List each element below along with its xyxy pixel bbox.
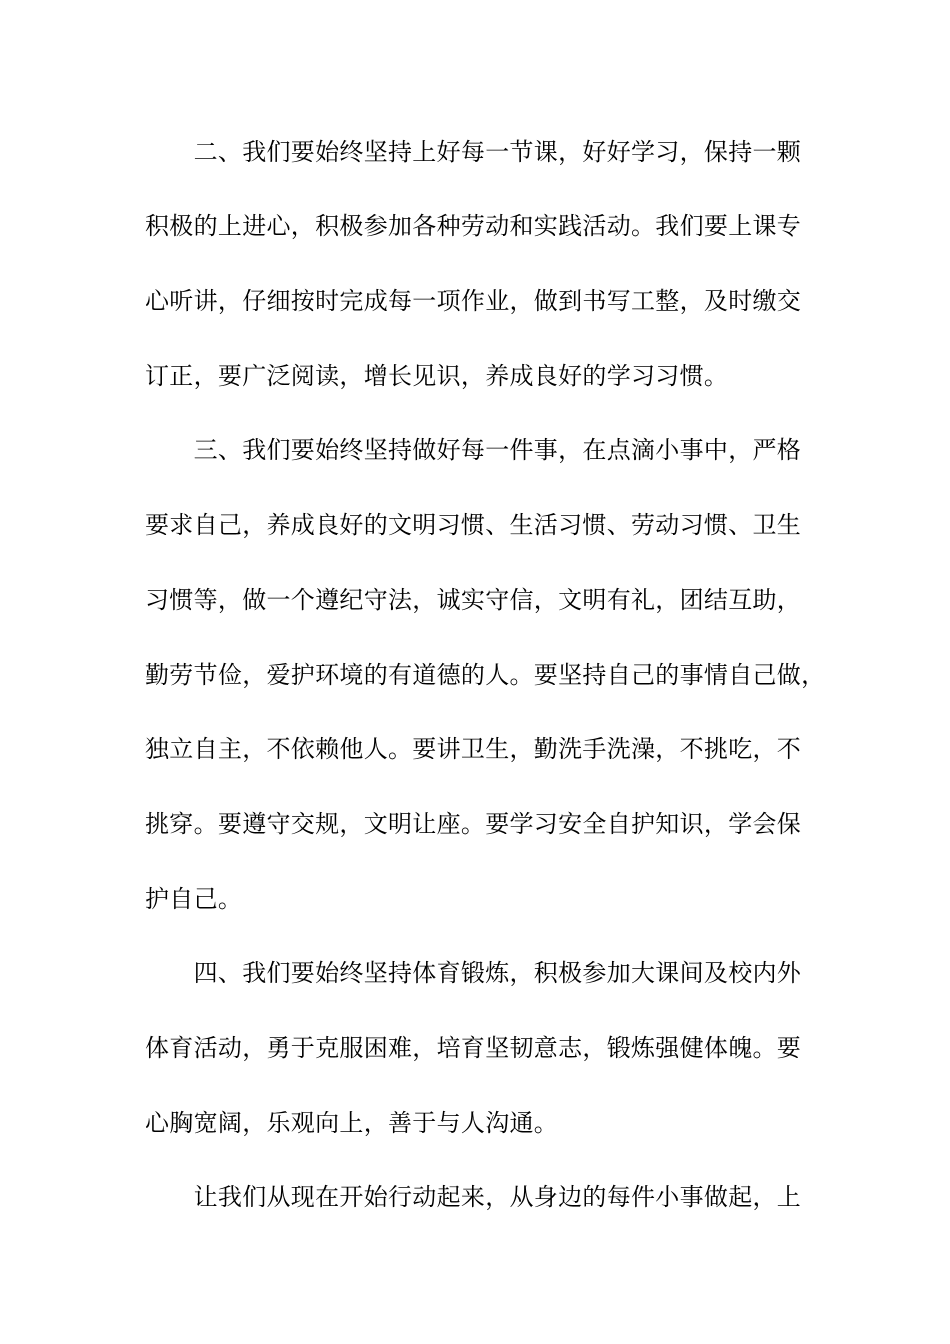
text-line: 挑穿。要遵守交规，文明让座。要学习安全自护知识，学会保 <box>145 810 802 838</box>
text-line: 订正，要广泛阅读，增长见识，养成良好的学习习惯。 <box>145 362 729 390</box>
text-line: 独立自主，不依赖他人。要讲卫生，勤洗手洗澡，不挑吃，不 <box>145 735 802 763</box>
text-line: 二、我们要始终坚持上好每一节课，好好学习，保持一颗 <box>145 138 802 166</box>
text-line: 让我们从现在开始行动起来，从身边的每件小事做起，上 <box>145 1183 802 1211</box>
text-line: 四、我们要始终坚持体育锻炼，积极参加大课间及校内外 <box>145 959 802 987</box>
text-line: 三、我们要始终坚持做好每一件事，在点滴小事中，严格 <box>145 436 802 464</box>
text-line: 积极的上进心，积极参加各种劳动和实践活动。我们要上课专 <box>145 212 802 240</box>
text-line: 护自己。 <box>145 885 243 913</box>
text-line: 体育活动，勇于克服困难，培育坚韧意志，锻炼强健体魄。要 <box>145 1034 802 1062</box>
text-line: 勤劳节俭，爱护环境的有道德的人。要坚持自己的事情自己做， <box>145 661 826 689</box>
text-line: 心胸宽阔，乐观向上，善于与人沟通。 <box>145 1109 559 1137</box>
text-line: 习惯等，做一个遵纪守法，诚实守信，文明有礼，团结互助， <box>145 586 802 614</box>
text-line: 心听讲，仔细按时完成每一项作业，做到书写工整，及时缴交 <box>145 287 802 315</box>
text-line: 要求自己，养成良好的文明习惯、生活习惯、劳动习惯、卫生 <box>145 511 802 539</box>
